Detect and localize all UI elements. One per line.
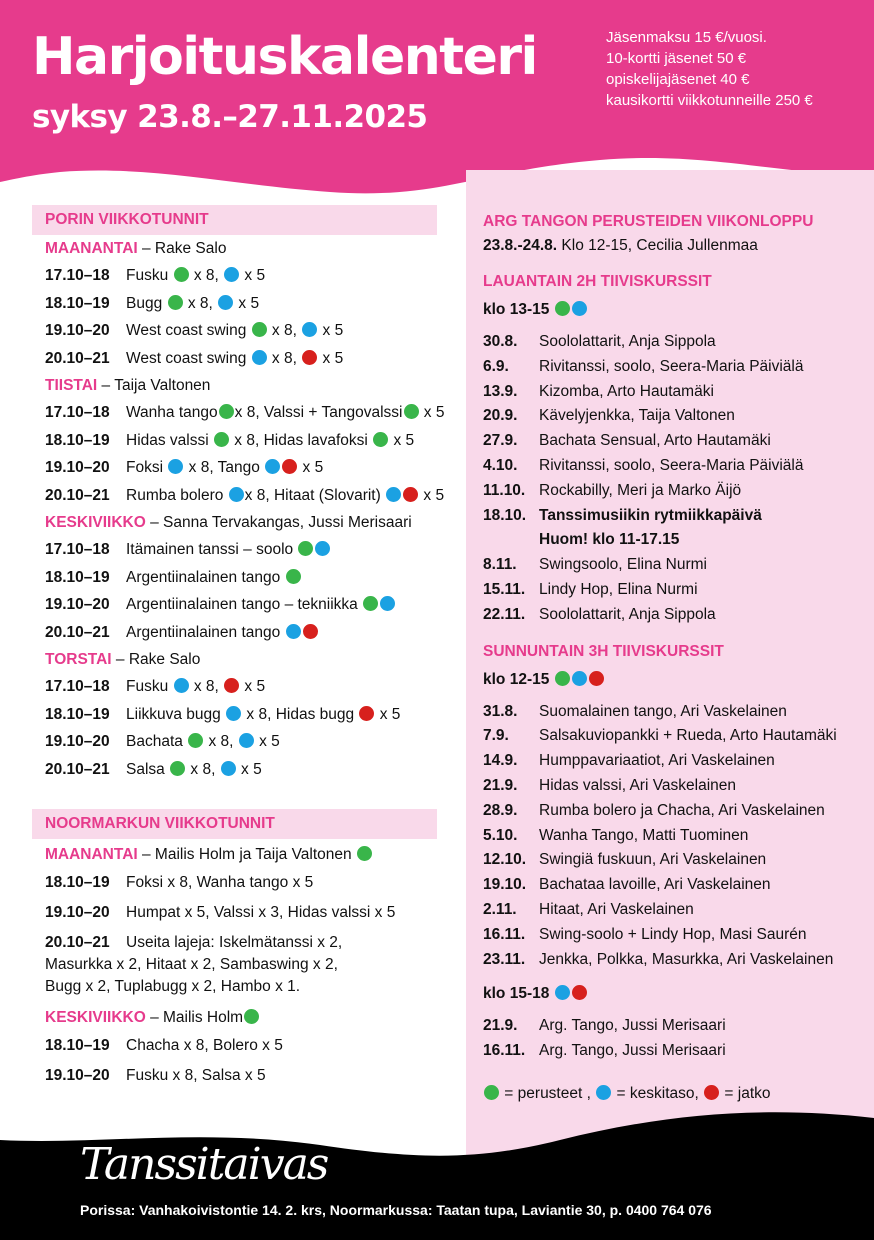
blue-dot-icon <box>226 706 241 721</box>
class-text: x 5 <box>318 349 344 367</box>
blue-dot-icon <box>286 624 301 639</box>
spacer <box>483 628 868 640</box>
class-text: x 8, <box>186 760 220 778</box>
intensive-courses-column <box>483 210 868 1106</box>
page-title: Harjoituskalenteri <box>32 27 537 87</box>
class-row <box>45 673 462 701</box>
teacher-names: – Sanna Tervakangas, Jussi Merisaari <box>145 514 412 531</box>
course-name: Rivitanssi, soolo, Seera-Maria Päiviälä <box>539 357 804 375</box>
green-dot-icon <box>357 846 372 861</box>
class-text: x 8, Valssi + Tangovalssi <box>234 404 403 421</box>
blue-dot-icon <box>386 487 401 502</box>
class-description <box>126 564 302 592</box>
course-date: 27.9. <box>483 432 518 450</box>
course-name: Suomalainen tango, Ari Vaskelainen <box>539 702 787 720</box>
class-description: Foksi x 8, Wanha tango x 5 <box>126 874 314 891</box>
green-dot-icon <box>298 541 313 556</box>
class-description <box>126 536 331 564</box>
sunday-time-2 <box>483 982 868 1006</box>
course-name: Kizomba, Arto Hautamäki <box>539 382 714 400</box>
pori-section-heading: PORIN VIIKKOTUNNIT <box>32 205 437 235</box>
class-text: x 5 <box>298 459 324 476</box>
class-row <box>45 454 462 482</box>
course-date: 14.9. <box>483 752 518 770</box>
course-date: 8.11. <box>483 556 517 574</box>
class-description <box>126 591 396 619</box>
class-text: Fusku <box>126 267 173 284</box>
course-date: 23.11. <box>483 950 526 968</box>
price-student-members: opiskelijajäsenet 40 € <box>606 71 750 88</box>
red-dot-icon <box>359 706 374 721</box>
course-date: 2.11. <box>483 900 517 918</box>
class-description <box>126 427 414 455</box>
class-description: Bugg x 2, Tuplabugg x 2, Hambo x 1. <box>45 978 301 995</box>
course-date: 4.10. <box>483 456 518 474</box>
course-item <box>483 504 868 529</box>
red-dot-icon <box>704 1085 719 1100</box>
class-row <box>45 1061 462 1091</box>
class-text: x 5 <box>419 404 445 421</box>
weekday: KESKIVIIKKO <box>45 1009 146 1026</box>
class-time: 18.10–19 <box>45 294 110 312</box>
class-time: 17.10–18 <box>45 404 110 421</box>
course-date: 15.11. <box>483 580 526 598</box>
class-text: x 8, Hidas lavafoksi <box>230 431 373 449</box>
course-name: Wanha Tango, Matti Tuominen <box>539 826 749 844</box>
class-text: x 5 <box>254 733 280 750</box>
course-date: 16.11. <box>483 925 526 943</box>
class-description <box>126 345 343 373</box>
course-name: Hidas valssi, Ari Vaskelainen <box>539 776 736 794</box>
red-dot-icon <box>589 671 604 686</box>
course-item <box>483 1014 868 1039</box>
class-time: 18.10–19 <box>45 568 110 586</box>
course-date: 16.11. <box>483 1042 526 1060</box>
noormarkku-schedule <box>32 841 462 1091</box>
class-description <box>126 290 259 318</box>
class-line <box>45 872 462 894</box>
class-text: Foksi <box>126 459 168 476</box>
green-dot-icon <box>214 432 229 447</box>
class-line <box>45 976 462 998</box>
blue-dot-icon <box>380 596 395 611</box>
green-dot-icon <box>170 761 185 776</box>
class-row <box>45 1031 462 1061</box>
legend-label: = keskitaso, <box>612 1084 704 1102</box>
section-spacer <box>32 783 462 809</box>
course-name: Humppavariaatiot, Ari Vaskelainen <box>539 752 775 770</box>
legend-label: = perusteet , <box>500 1084 596 1102</box>
course-date: 19.10. <box>483 876 527 894</box>
course-name: Arg. Tango, Jussi Merisaari <box>539 1017 726 1035</box>
blue-dot-icon <box>572 301 587 316</box>
class-time: 17.10–18 <box>45 541 110 558</box>
class-time: 19.10–20 <box>45 1067 110 1084</box>
day-heading <box>45 646 462 673</box>
class-row <box>45 928 462 1002</box>
course-item <box>483 380 868 405</box>
class-text: Fusku <box>126 678 173 695</box>
class-text: x 8, <box>204 733 238 750</box>
course-date: 21.9. <box>483 1017 518 1035</box>
tanssitaivas-logo: Tanssitaivas <box>80 1139 328 1190</box>
weekend-details <box>483 234 868 258</box>
class-text: x 8, <box>183 294 218 312</box>
class-line <box>45 954 462 976</box>
class-row <box>45 868 462 898</box>
course-date: 20.9. <box>483 407 518 425</box>
course-date: 22.11. <box>483 605 526 623</box>
class-description <box>126 482 444 510</box>
class-row <box>45 591 462 619</box>
course-item <box>483 774 868 799</box>
weekday: MAANANTAI <box>45 846 138 863</box>
course-name: Huom! klo 11-17.15 <box>539 531 680 549</box>
class-row <box>45 701 462 729</box>
class-time: 20.10–21 <box>45 349 110 367</box>
class-line <box>45 1065 462 1087</box>
course-item <box>483 873 868 898</box>
course-item <box>483 330 868 355</box>
course-date <box>483 528 539 553</box>
weekday: KESKIVIIKKO <box>45 514 146 531</box>
blue-dot-icon <box>252 350 267 365</box>
green-dot-icon <box>188 733 203 748</box>
class-time: 20.10–21 <box>45 760 110 778</box>
class-description <box>126 317 343 345</box>
blue-dot-icon <box>221 761 236 776</box>
sunday-course-list-1 <box>483 700 868 973</box>
blue-dot-icon <box>315 541 330 556</box>
class-text: x 8, <box>267 349 302 367</box>
sunday-course-list-2 <box>483 1014 868 1064</box>
weekday: TORSTAI <box>45 651 112 668</box>
weekend-dates: 23.8.-24.8. <box>483 237 558 254</box>
class-row <box>45 427 462 455</box>
course-item <box>483 749 868 774</box>
course-name: Arg. Tango, Jussi Merisaari <box>539 1042 726 1060</box>
class-description <box>126 728 280 756</box>
class-text: x 8, <box>189 678 224 695</box>
class-row <box>45 317 462 345</box>
blue-dot-icon <box>302 322 317 337</box>
course-item <box>483 898 868 923</box>
course-name: Bachata Sensual, Arto Hautamäki <box>539 432 771 450</box>
day-heading <box>45 509 462 536</box>
class-description <box>126 262 265 290</box>
weekend-heading: ARG TANGON PERUSTEIDEN VIIKONLOPPU <box>483 213 814 230</box>
class-text: x 5 <box>236 760 262 778</box>
price-membership: Jäsenmaksu 15 €/vuosi. <box>606 29 767 46</box>
course-item <box>483 724 868 749</box>
green-dot-icon <box>252 322 267 337</box>
course-item <box>483 404 868 429</box>
class-description <box>126 399 444 427</box>
blue-dot-icon <box>168 459 183 474</box>
sunday-heading: SUNNUNTAIN 3H TIIVISKURSSIT <box>483 642 724 660</box>
green-dot-icon <box>286 569 301 584</box>
pori-schedule <box>32 235 462 783</box>
red-dot-icon <box>282 459 297 474</box>
green-dot-icon <box>404 404 419 419</box>
day-heading <box>45 235 462 262</box>
legend-label: = jatko <box>720 1084 771 1102</box>
class-description: Humpat x 5, Valssi x 3, Hidas valssi x 5 <box>126 904 396 921</box>
class-text: Argentiinalainen tango <box>126 568 285 586</box>
class-time: 19.10–20 <box>45 322 110 339</box>
class-description: Useita lajeja: Iskelmätanssi x 2, <box>126 934 343 951</box>
course-name: Hitaat, Ari Vaskelainen <box>539 900 694 918</box>
blue-dot-icon <box>555 985 570 1000</box>
sunday-time-1 <box>483 668 868 692</box>
course-name: Lindy Hop, Elina Nurmi <box>539 580 698 598</box>
day-heading <box>45 372 462 399</box>
course-date: 13.9. <box>483 382 518 400</box>
course-item <box>483 528 868 553</box>
course-item <box>483 355 868 380</box>
class-time: 19.10–20 <box>45 459 110 476</box>
class-text: x 8, <box>267 322 302 339</box>
class-text: x 5 <box>318 322 344 339</box>
course-name: Soololattarit, Anja Sippola <box>539 333 716 350</box>
class-text: x 8, Hitaat (Slovarit) <box>244 486 386 504</box>
green-dot-icon <box>363 596 378 611</box>
class-row <box>45 898 462 928</box>
course-date: 30.8. <box>483 333 518 350</box>
class-line <box>45 1035 462 1057</box>
teacher-names: – Mailis Holm ja Taija Valtonen <box>137 846 356 863</box>
course-name: Rivitanssi, soolo, Seera-Maria Päiviälä <box>539 456 804 474</box>
class-description <box>126 673 265 701</box>
course-item <box>483 848 868 873</box>
class-description <box>126 619 319 647</box>
class-row <box>45 756 462 784</box>
class-time: 18.10–19 <box>45 431 110 449</box>
class-time: 19.10–20 <box>45 904 110 921</box>
blue-dot-icon <box>229 487 244 502</box>
course-name: Soololattarit, Anja Sippola <box>539 605 716 623</box>
blue-dot-icon <box>224 267 239 282</box>
day-heading <box>45 1004 462 1031</box>
saturday-course-list <box>483 330 868 628</box>
green-dot-icon <box>555 301 570 316</box>
weekend-info: Klo 12-15, Cecilia Jullenmaa <box>557 237 758 254</box>
class-time: 18.10–19 <box>45 705 110 723</box>
course-name: Swingsoolo, Elina Nurmi <box>539 556 707 574</box>
teacher-names: – Taija Valtonen <box>97 377 211 394</box>
course-item <box>483 948 868 973</box>
class-row <box>45 728 462 756</box>
green-dot-icon <box>174 267 189 282</box>
class-row <box>45 345 462 373</box>
saturday-time-label: klo 13-15 <box>483 301 550 318</box>
class-time: 17.10–18 <box>45 267 110 284</box>
class-row <box>45 399 462 427</box>
teacher-names: – Mailis Holm <box>145 1009 244 1026</box>
class-text: Liikkuva bugg <box>126 705 226 723</box>
weekday: TIISTAI <box>45 377 98 394</box>
class-line <box>45 932 462 954</box>
class-description <box>126 756 262 784</box>
class-text: Bugg <box>126 294 167 312</box>
class-row <box>45 619 462 647</box>
green-dot-icon <box>555 671 570 686</box>
course-name: Swing-soolo + Lindy Hop, Masi Saurén <box>539 925 807 943</box>
course-date: 21.9. <box>483 776 518 794</box>
class-text: x 5 <box>240 267 266 284</box>
red-dot-icon <box>302 350 317 365</box>
class-time: 20.10–21 <box>45 486 110 504</box>
teacher-names: – Rake Salo <box>137 240 227 257</box>
class-text: Wanha tango <box>126 404 218 421</box>
course-date: 5.10. <box>483 826 518 844</box>
green-dot-icon <box>244 1009 259 1024</box>
class-text: West coast swing <box>126 322 251 339</box>
course-date: 6.9. <box>483 357 509 375</box>
course-item <box>483 578 868 603</box>
noormarkku-section-heading: NOORMARKUN VIIKKOTUNNIT <box>32 809 437 839</box>
class-row <box>45 564 462 592</box>
course-item <box>483 429 868 454</box>
course-item <box>483 454 868 479</box>
course-item <box>483 479 868 504</box>
course-date: 28.9. <box>483 801 518 819</box>
class-description: Fusku x 8, Salsa x 5 <box>126 1067 266 1084</box>
course-item <box>483 923 868 948</box>
course-item <box>483 824 868 849</box>
day-heading <box>45 841 462 868</box>
course-item <box>483 700 868 725</box>
footer-address: Porissa: Vanhakoivistontie 14. 2. krs, Noormarkussa: Taatan tupa, Laviantie 30, p. 0400 764 076 <box>80 1202 712 1218</box>
season-dates: syksy 23.8.–27.11.2025 <box>32 99 428 135</box>
class-row <box>45 290 462 318</box>
course-name: Jenkka, Polkka, Masurkka, Ari Vaskelainen <box>539 950 834 968</box>
class-line <box>45 902 462 924</box>
green-dot-icon <box>484 1085 499 1100</box>
class-text: Itämainen tanssi – soolo <box>126 541 298 558</box>
saturday-heading: LAUANTAIN 2H TIIVISKURSSIT <box>483 273 712 290</box>
course-item <box>483 553 868 578</box>
class-description <box>126 701 400 729</box>
spacer <box>483 258 868 270</box>
class-text: x 8, Tango <box>184 459 265 476</box>
class-time: 20.10–21 <box>45 934 110 951</box>
class-text: x 5 <box>234 294 260 312</box>
course-date: 7.9. <box>483 727 509 745</box>
class-text: x 5 <box>389 431 415 449</box>
green-dot-icon <box>219 404 234 419</box>
course-item <box>483 603 868 628</box>
blue-dot-icon <box>239 733 254 748</box>
class-time: 18.10–19 <box>45 1037 110 1054</box>
class-row <box>45 536 462 564</box>
weekly-classes-column <box>32 205 462 1091</box>
weekday: MAANANTAI <box>45 240 138 257</box>
course-date: 11.10. <box>483 481 526 499</box>
class-text: x 5 <box>375 705 401 723</box>
class-text: Salsa <box>126 760 170 778</box>
class-text: x 8, <box>189 267 224 284</box>
green-dot-icon <box>168 295 183 310</box>
course-name: Salsakuviopankki + Rueda, Arto Hautamäki <box>539 727 837 745</box>
course-name: Bachataa lavoille, Ari Vaskelainen <box>539 876 771 894</box>
class-text: Rumba bolero <box>126 486 228 504</box>
course-name: Kävelyjenkka, Taija Valtonen <box>539 407 735 425</box>
course-name: Rumba bolero ja Chacha, Ari Vaskelainen <box>539 801 825 819</box>
class-time: 18.10–19 <box>45 874 110 891</box>
class-time: 19.10–20 <box>45 733 110 750</box>
class-text: x 5 <box>419 486 445 504</box>
class-description <box>126 454 323 482</box>
red-dot-icon <box>403 487 418 502</box>
sunday-time-1-label: klo 12-15 <box>483 670 550 688</box>
class-description: Chacha x 8, Bolero x 5 <box>126 1037 283 1054</box>
class-text: Argentiinalainen tango – tekniikka <box>126 596 363 613</box>
class-text: x 8, Hidas bugg <box>242 705 359 723</box>
price-list <box>606 27 813 111</box>
red-dot-icon <box>572 985 587 1000</box>
course-name: Rockabilly, Meri ja Marko Äijö <box>539 481 742 499</box>
class-time: 19.10–20 <box>45 596 110 613</box>
class-text: Argentiinalainen tango <box>126 623 285 641</box>
blue-dot-icon <box>265 459 280 474</box>
saturday-time <box>483 298 868 322</box>
course-date: 12.10. <box>483 851 527 869</box>
course-item <box>483 799 868 824</box>
blue-dot-icon <box>218 295 233 310</box>
class-row <box>45 482 462 510</box>
class-time: 17.10–18 <box>45 678 110 695</box>
blue-dot-icon <box>572 671 587 686</box>
course-name: Tanssimusiikin rytmiikkapäivä <box>539 506 762 524</box>
class-time: 20.10–21 <box>45 623 110 641</box>
price-10-card-members: 10-kortti jäsenet 50 € <box>606 50 747 67</box>
red-dot-icon <box>224 678 239 693</box>
green-dot-icon <box>373 432 388 447</box>
class-row <box>45 262 462 290</box>
blue-dot-icon <box>596 1085 611 1100</box>
class-text: Hidas valssi <box>126 431 213 449</box>
course-date: 18.10. <box>483 506 527 524</box>
class-text: x 5 <box>240 678 266 695</box>
blue-dot-icon <box>174 678 189 693</box>
class-text: Bachata <box>126 733 188 750</box>
teacher-names: – Rake Salo <box>111 651 201 668</box>
sunday-time-2-label: klo 15-18 <box>483 985 550 1003</box>
course-name: Swingiä fuskuun, Ari Vaskelainen <box>539 851 767 869</box>
price-season-card: kausikortti viikkotunneille 250 € <box>606 92 813 109</box>
class-description: Masurkka x 2, Hitaat x 2, Sambaswing x 2, <box>45 956 338 973</box>
class-text: West coast swing <box>126 349 251 367</box>
course-date: 31.8. <box>483 702 518 720</box>
course-item <box>483 1039 868 1064</box>
red-dot-icon <box>303 624 318 639</box>
